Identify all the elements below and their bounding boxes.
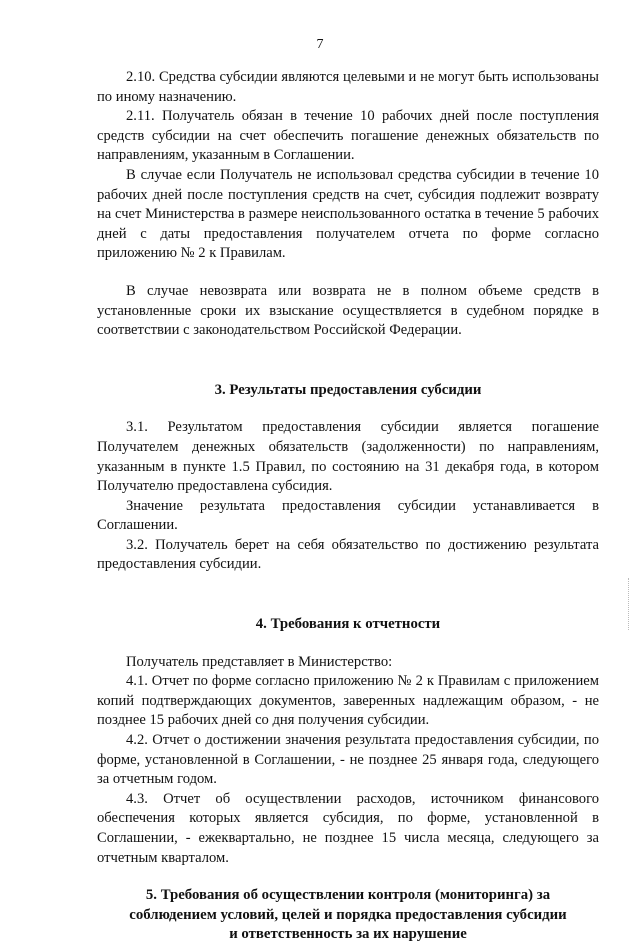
paragraph-4-3: 4.3. Отчет об осуществлении расходов, источником финансового обеспечения которых является субсидия, по форме, установленной в Соглашении, - ежеквартально, не позднее 15 числа месяца, следующего за отчетным кварталом. [97,790,599,866]
spacer [97,264,599,282]
document-body [97,68,599,945]
paragraph-unused-funds: В случае если Получатель не использовал средства субсидии в течение 10 рабочих дней после поступления средств на счет, субсидия подлежит возврату на счет Министерства в размере неиспользованного остатка в течение 5 рабочих дней с даты предоставления получателем отчета по форме согласно приложению № 2 к Правилам. [97,166,599,262]
section-5-heading-line-1: 5. Требования об осуществлении контроля (мониторинга) за [145,887,551,904]
margin-mark [628,578,630,630]
section-5-heading-line-3: и ответственность за их нарушение [229,926,467,943]
spacer [97,635,599,653]
paragraph-3-1: 3.1. Результатом предоставления субсидии является погашение Получателем денежных обязательств (задолженности) по направлениям, указанным в пункте 1.5 Правил, по состоянию на 31 декабря года, в котором Получателю предоставлена субсидия. [97,419,599,495]
spacer [97,341,599,381]
paragraph-4-2: 4.2. Отчет о достижении значения результата предоставления субсидии, по форме, установленной в Соглашении, - не позднее 25 января года, следующего за отчетным годом. [97,732,599,788]
paragraph-4-1: 4.1. Отчет по форме согласно приложению № 2 к Правилам с приложением копий подтверждающих документов, заверенных надлежащим образом, - не позднее 15 рабочих дней со дня получения субсидии. [97,673,599,729]
spacer [97,400,599,418]
paragraph-nonreturn: В случае невозврата или возврата не в полном объеме средств в установленные сроки их взыскание осуществляется в судебном порядке в соответствии с законодательством Российской Федерации. [97,282,599,339]
paragraph-reporting-intro: Получатель представляет в Министерство: [126,653,393,670]
section-5-heading [97,886,599,945]
paragraph-3-2: 3.2. Получатель берет на себя обязательство по достижению результата предоставления субсидии. [97,536,599,573]
page-number: 7 [316,37,324,52]
section-3-heading: 3. Результаты предоставления субсидии [214,381,482,398]
paragraph-result-value: Значение результата предоставления субсидии устанавливается в Соглашении. [97,497,599,534]
spacer [97,868,599,886]
spacer [97,575,599,615]
section-5-heading-line-2: соблюдением условий, целей и порядка предоставления субсидии [129,906,567,923]
paragraph-2-10: 2.10. Средства субсидии являются целевыми и не могут быть использованы по иному назначению. [97,69,599,105]
paragraph-2-11: 2.11. Получатель обязан в течение 10 рабочих дней после поступления средств субсидии на счет обеспечить погашение денежных обязательств по направлениям, указанным в Соглашении. [97,108,599,164]
section-4-heading: 4. Требования к отчетности [255,616,441,633]
